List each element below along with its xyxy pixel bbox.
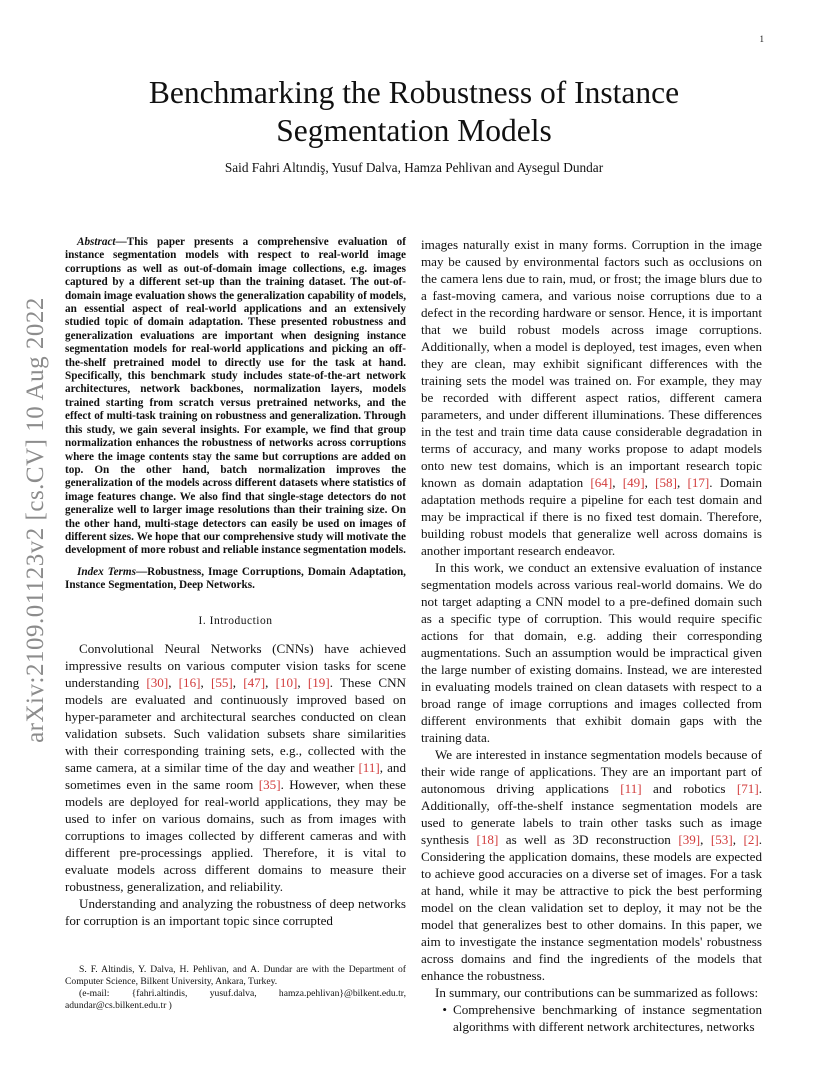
arxiv-stamp-text: arXiv:2109.01123v2 [cs.CV] 10 Aug 2022 xyxy=(22,297,49,743)
section-heading: I. Introduction xyxy=(198,614,273,627)
citation-link[interactable]: [11] xyxy=(358,759,380,775)
contribution-bullet xyxy=(421,1001,762,1035)
footnote-affiliation: S. F. Altindis, Y. Dalva, H. Pehlivan, and A. Dundar are with the Department of Computer Science, Bilkent University, Ankara, Turkey. xyxy=(65,964,406,987)
text-run: as well as 3D reconstruction xyxy=(498,832,679,847)
citation-link[interactable]: [39] xyxy=(678,832,701,847)
text-run: , xyxy=(612,475,623,490)
index-terms-text: —Robustness, Image Corruptions, Domain Adaptation, Instance Segmentation, Deep Networks. xyxy=(65,565,406,592)
index-terms xyxy=(65,566,406,593)
text-run: . Considering the application domains, these models are expected to achieve good accuracies on a diverse set of images. For a task at hand, while it may be attractive to pick the best performing model on the clean validation set to deploy, it may not be the model that generalizes best to other domains. In this paper, we aim to investigate the instance segmentation models' robustness across domains and find the ingredients of the models that enhance the robustness. xyxy=(421,832,763,983)
citation-link[interactable]: [49] xyxy=(622,475,645,490)
left-column xyxy=(65,236,406,929)
citation-link[interactable]: [16] xyxy=(178,674,201,690)
abstract-label: Abstract xyxy=(77,236,116,248)
text-run: and robotics xyxy=(641,781,737,796)
text-run: We are interested in instance segmentation models because of their wide range of applications. They are an important part of autonomous driving applications xyxy=(421,747,762,796)
page-number: 1 xyxy=(759,34,764,44)
bullet-dot-icon: • xyxy=(442,1002,447,1017)
bullet-text: Comprehensive benchmarking of instance segmentation algorithms with different network architectures, networks xyxy=(453,1002,762,1034)
text-run: . These CNN models are evaluated and continuously improved based on hyper-parameter and architectural searches conducted on clean validation subsets. Such validation subsets share similarities with their corresponding training sets, e.g., collected with the same camera, at a similar time of the day and weather xyxy=(65,674,407,775)
citation-link[interactable]: [64] xyxy=(590,475,613,490)
citation-link[interactable]: [2] xyxy=(743,832,759,847)
text-run: . However, when these models are deployed for real-world applications, they may be used to infer on various domains, such as from images with corruptions to images collected by different cameras and with different pre-processings applied. Therefore, it is vital to evaluate models across different domains to measure their robustness, generalization, and reliability. xyxy=(65,776,406,894)
citation-link[interactable]: [19] xyxy=(307,674,330,690)
citation-link[interactable]: [10] xyxy=(275,674,298,690)
text-run: Convolutional Neural Networks (CNNs) have achieved impressive results on various computer vision tasks for scene understanding xyxy=(65,640,406,690)
text-run: , xyxy=(700,832,711,847)
abstract xyxy=(65,236,406,558)
citation-link[interactable]: [17] xyxy=(687,475,710,490)
author-footnote xyxy=(65,964,406,1012)
text-run: , xyxy=(676,475,688,490)
text-run: , xyxy=(168,674,179,690)
citation-link[interactable]: [30] xyxy=(146,674,169,690)
text-run: , and sometimes even in the same room xyxy=(65,759,406,792)
abstract-text: —This paper presents a comprehensive evaluation of instance segmentation models with respect to real-world image corruptions as well as out-of-domain image collections, e.g. images captured by a different set-up than the training dataset. The out-of-domain image evaluation shows the generalization capability of models, an essential aspect of real-world applications and an extensively studied topic of domain adaptation. These presented robustness and generalization evaluations are important when designing instance segmentation models for real-world applications and picking an off-the-shelf pretrained model to directly use for the task at hand. Specifically, this benchmark study includes state-of-the-art network architectures, network backbones, normalization layers, models trained starting from scratch versus pretrained networks, and the effect of multi-task training on robustness and generalization. Through this study, we gain several insights. For example, we find that group normalization enhances the robustness of networks across corruptions where the image contents stay the same but corruptions are added on top. On the other hand, batch normalization improves the generalization of the models across different datasets where statistics of image features change. We also find that single-stage detectors do not generalize well to larger image resolutions than their training size. On the other hand, multi-stage detectors can easily be used on images of different sizes. We hope that our comprehensive study will motivate the development of more robust and reliable instance segmentation models. xyxy=(65,236,406,557)
text-run: , xyxy=(644,475,656,490)
intro-paragraph-1 xyxy=(65,640,406,895)
intro-paragraph-2: Understanding and analyzing the robustness of deep networks for corruption is an important topic since corrupted xyxy=(65,895,406,928)
author-list: Said Fahri Altındiş, Yusuf Dalva, Hamza Pehlivan and Aysegul Dundar xyxy=(224,160,604,175)
footnote-emails: (e-mail: {fahri.altindis, yusuf.dalva, hamza.pehlivan}@bilkent.edu.tr, adundar@cs.bilkent.edu.tr ) xyxy=(65,988,406,1011)
citation-link[interactable]: [47] xyxy=(243,674,266,690)
intro-paragraph-4: In this work, we conduct an extensive evaluation of instance segmentation models across various real-world domains. We do not target adapting a CNN model to a pre-defined domain such as a specific type of corruption. This would require specific actions for that domain, e.g. adding their corresponding augmentations. Such an assumption would be impractical given the large number of existing domains. Instead, we are interested in evaluating models trained on clean datasets with respect to a broad range of image corruptions and images collected from different environments that exhibit domain gaps with the training data. xyxy=(421,560,762,745)
intro-paragraph-6: In summary, our contributions can be summarized as follows: xyxy=(435,985,759,1000)
index-terms-label: Index Terms xyxy=(77,565,136,578)
right-column xyxy=(421,236,762,1035)
arxiv-stamp xyxy=(14,280,58,760)
intro-paragraph-3 xyxy=(421,236,762,559)
citation-link[interactable]: [18] xyxy=(476,832,499,847)
paper-title: Benchmarking the Robustness of Instance Segmentation Models xyxy=(148,75,680,148)
citation-link[interactable]: [11] xyxy=(620,781,642,796)
text-run: images naturally exist in many forms. Corruption in the image may be caused by environmental factors such as occlusions on the camera lens due to rain, mud, or frost; the image blurs due to a fast-moving camera, and various noise corruptions due to a defect in the recording hardware or sensor. Hence, it is important that we build robust models across image corruptions. Additionally, when a model is deployed, test images, even when they are clean, may exhibit significant differences with the training sets the model was trained on. For example, they may be recorded with different aspect ratios, different camera parameters, and under different illuminations. These differences in the test and train time data cause considerable degradation in terms of accuracy, and many works propose to adapt models onto new test domains, which is an important research topic known as domain adaptation xyxy=(421,237,762,490)
text-run: . Additionally, off-the-shelf instance segmentation models are used to generate labels to train other tasks such as image synthesis xyxy=(421,781,762,847)
citation-link[interactable]: [71] xyxy=(736,781,759,796)
text-run: , xyxy=(200,674,211,690)
intro-paragraph-5 xyxy=(421,746,762,984)
text-run: , xyxy=(732,832,744,847)
citation-link[interactable]: [53] xyxy=(710,832,733,847)
text-run: . Domain adaptation methods require a pipeline for each test domain and may be impractical if there is no fixed test domain. Therefore, building robust models that generalize well across domains is another important research endeavor. xyxy=(421,475,763,558)
citation-link[interactable]: [58] xyxy=(655,475,677,490)
citation-link[interactable]: [55] xyxy=(210,674,233,690)
text-run: , xyxy=(297,674,308,690)
text-run: , xyxy=(232,674,244,690)
citation-link[interactable]: [35] xyxy=(258,776,281,792)
text-run: , xyxy=(265,674,276,690)
